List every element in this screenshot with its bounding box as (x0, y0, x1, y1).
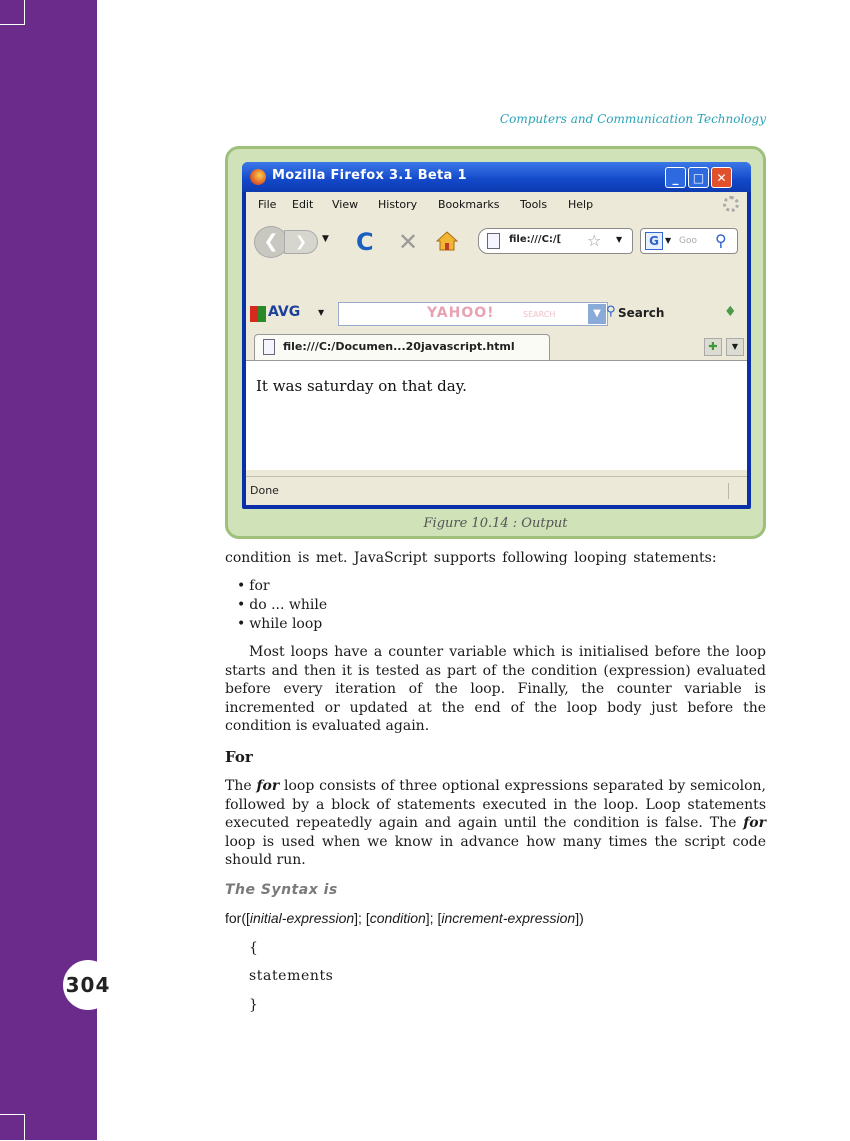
browser-client (246, 192, 747, 505)
avg-search-button[interactable]: Search (618, 306, 665, 320)
menu-bar (246, 192, 747, 218)
avg-logo-icon (250, 306, 266, 322)
firefox-icon (250, 169, 266, 185)
status-bar (246, 476, 747, 505)
menu-bookmarks[interactable]: Bookmarks (438, 198, 500, 211)
menu-tools[interactable]: Tools (520, 198, 548, 211)
text-run: loop is used when we know in advance how many times the script code should run. (225, 833, 766, 869)
syntax-heading: The Syntax is (225, 882, 338, 898)
loop-list (237, 577, 778, 634)
history-dropdown-icon[interactable]: ▼ (322, 234, 329, 244)
avg-label[interactable]: AVG (268, 304, 301, 320)
search-icon[interactable]: ⚲ (715, 231, 727, 250)
close-button[interactable]: ✕ (711, 167, 732, 188)
code-line: statements (249, 968, 334, 984)
syntax-prefix: for([ (225, 910, 250, 926)
window-title: Mozilla Firefox 3.1 Beta 1 (272, 168, 467, 183)
avg-search-input[interactable] (338, 302, 608, 326)
search-input[interactable]: Goo (679, 236, 697, 246)
code-line: } (249, 997, 258, 1013)
url-bar[interactable] (478, 228, 633, 254)
avg-toolbar (246, 298, 747, 328)
avg-search-icon: ⚲ (606, 304, 616, 319)
menu-help[interactable]: Help (568, 198, 594, 211)
tab-page-icon (263, 339, 275, 355)
code-line: { (249, 940, 258, 956)
syntax-arg: initial-expression (249, 910, 355, 926)
list-item: • do ... while (237, 596, 778, 615)
yahoo-brand: YAHOO! (427, 305, 495, 321)
page-icon (487, 233, 500, 249)
title-bar (242, 162, 751, 192)
list-item: • for (237, 577, 778, 596)
back-button[interactable]: ❮ (254, 226, 288, 258)
menu-view[interactable]: View (332, 198, 359, 211)
for-paragraph (225, 777, 766, 870)
text-run: The (225, 778, 257, 794)
avg-dropdown-icon[interactable]: ▼ (318, 308, 325, 317)
navigation-toolbar (246, 218, 747, 264)
url-dropdown-icon[interactable]: ▼ (616, 235, 623, 244)
syntax-sep: ]; [ (425, 910, 442, 926)
forward-button[interactable]: ❯ (284, 230, 318, 254)
intro-text: condition is met. JavaScript supports following looping statements: (225, 550, 717, 566)
throbber-icon (723, 196, 739, 212)
page-output-text: It was saturday on that day. (256, 377, 467, 395)
google-icon[interactable]: G (645, 232, 663, 250)
tab-bar (246, 330, 747, 360)
syntax-arg: increment-expression (441, 910, 576, 926)
figure-frame (225, 146, 766, 539)
bookmark-star-icon[interactable]: ☆ (587, 231, 602, 250)
running-head: Computers and Communication Technology (499, 112, 766, 126)
menu-history[interactable]: History (378, 198, 418, 211)
url-text[interactable]: file:///C:/[ (509, 234, 562, 245)
tab-label[interactable]: file:///C:/Documen...20javascript.html (283, 340, 515, 353)
page-content-area (246, 360, 747, 470)
avg-extra-icon[interactable]: ♦ (724, 304, 737, 320)
status-text: Done (250, 484, 279, 497)
new-tab-icon[interactable]: ✚ (704, 338, 722, 356)
reload-icon[interactable]: C (356, 228, 374, 256)
minimize-button[interactable]: _ (665, 167, 686, 188)
tab-javascript-html[interactable] (254, 334, 550, 360)
avg-input-dropdown-icon[interactable]: ▼ (588, 304, 606, 324)
crop-mark-top (0, 0, 25, 25)
resize-grip-icon[interactable] (728, 483, 743, 499)
page-number: 304 (63, 960, 113, 1010)
menu-file[interactable]: File (258, 198, 277, 211)
figure-caption: Figure 10.14 : Output (423, 516, 568, 531)
crop-mark-bottom (0, 1114, 25, 1141)
loop-paragraph: Most loops have a counter variable which is initialised before the loop starts and then it is tested as part of the condition (expression) evaluated before every iteration of the loop. Finally, the counter variable is incremented or updated at the end of the loop body just before the condition is evaluated again. (225, 644, 766, 735)
text-run: loop consists of three optional expressions separated by semicolon, followed by a block of statements executed in the loop. Loop statements executed repeatedly again and again until the condition is false. The (225, 778, 766, 832)
keyword-for: for (256, 778, 280, 794)
home-icon[interactable] (436, 230, 458, 252)
engine-dropdown-icon[interactable]: ▼ (665, 236, 672, 245)
browser-window (242, 162, 751, 509)
syntax-suffix: ]) (575, 910, 584, 926)
stop-icon[interactable]: ✕ (398, 228, 419, 256)
yahoo-brand-sub: SEARCH (523, 310, 556, 319)
keyword-for: for (743, 815, 766, 832)
menu-edit[interactable]: Edit (292, 198, 314, 211)
syntax-line (225, 909, 766, 928)
tab-list-icon[interactable]: ▼ (726, 338, 744, 356)
section-heading-for: For (225, 748, 253, 766)
maximize-button[interactable]: □ (688, 167, 709, 188)
syntax-sep: ]; [ (354, 910, 370, 926)
search-box[interactable] (640, 228, 738, 254)
syntax-arg: condition (369, 910, 426, 926)
list-item: • while loop (237, 615, 778, 634)
